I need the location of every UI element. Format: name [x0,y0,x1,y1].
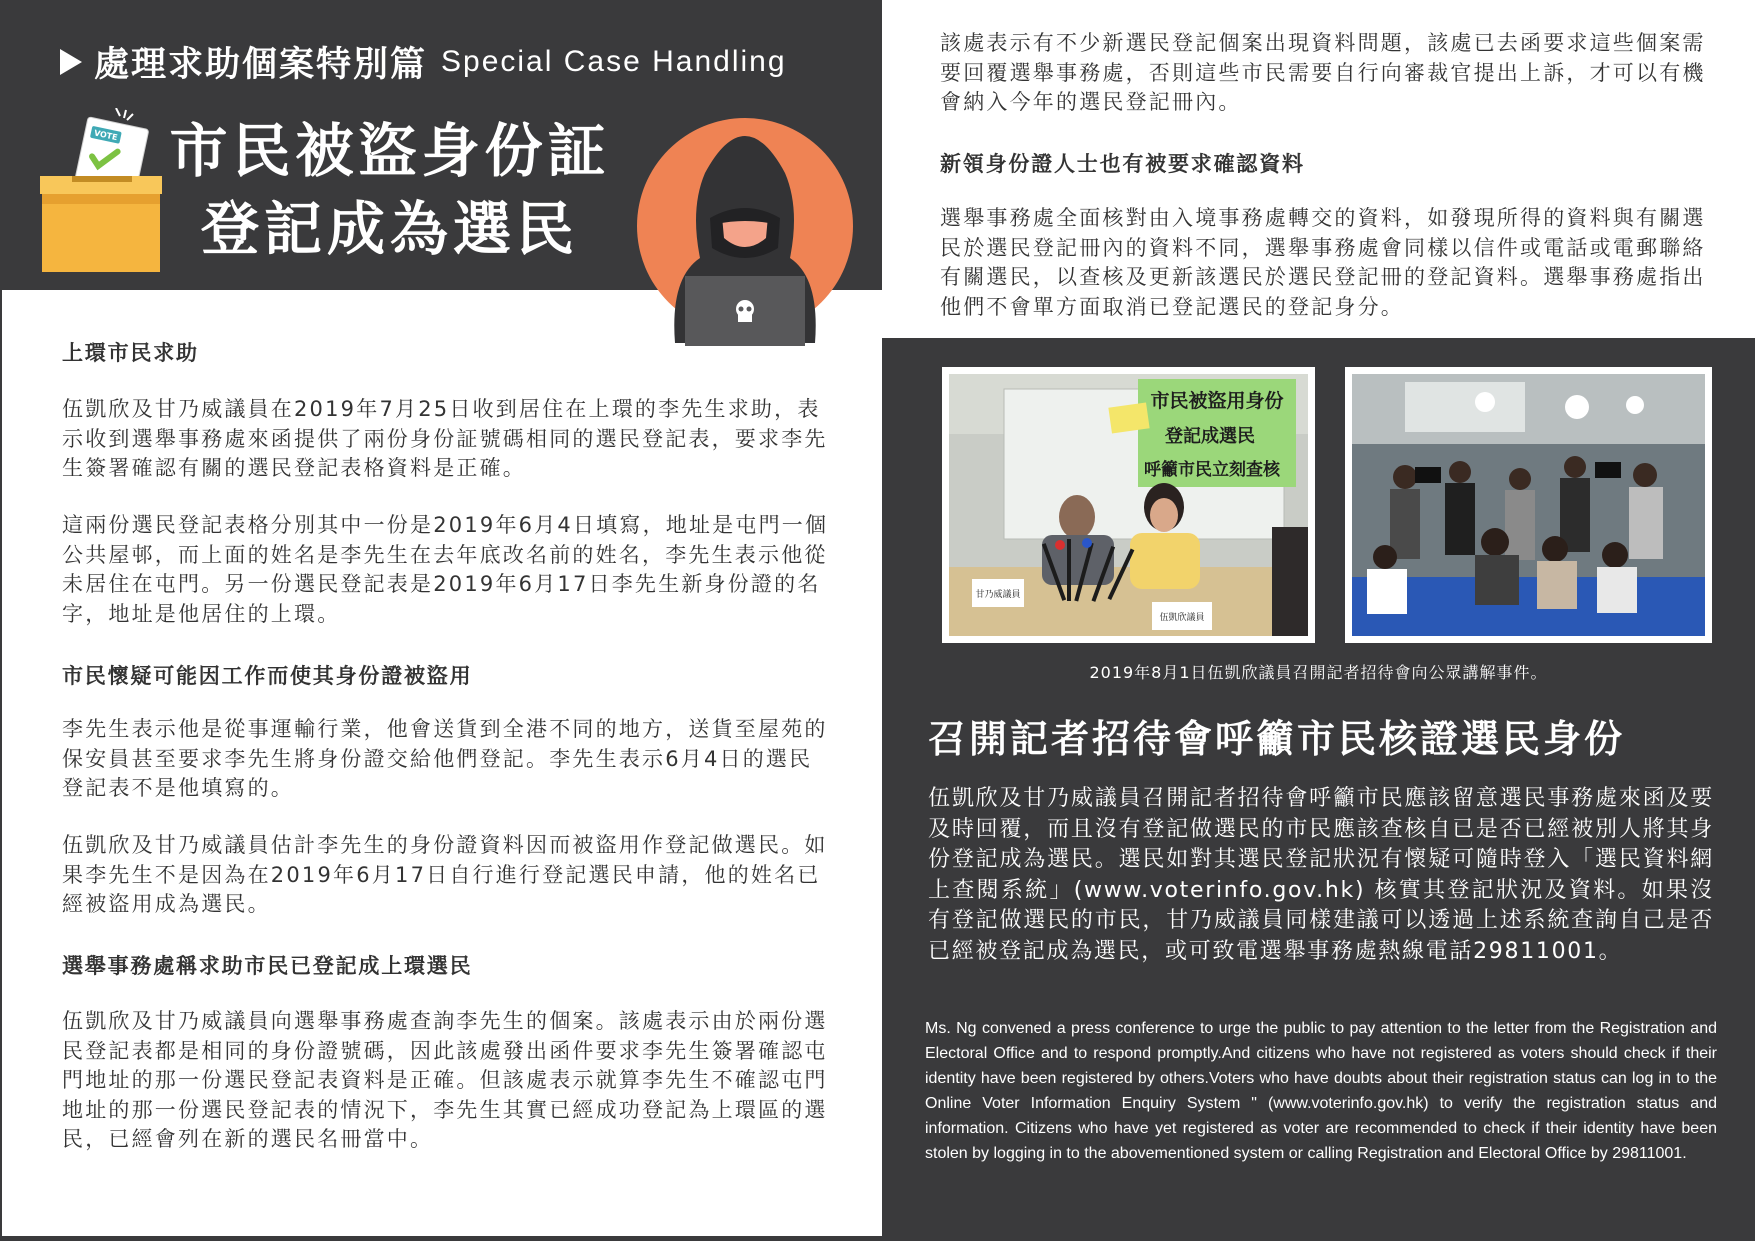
photo-reporters [1345,367,1712,643]
ballot-box-icon [38,108,168,273]
heading-new-id: 新領身份證人士也有被要求確認資料 [940,152,1305,176]
section-title-zh: 處理求助個案特別篇 [94,45,428,85]
heading-request: 上環市民求助 [62,341,199,365]
banner-text-line1: 市民被盜用身份 [1150,390,1284,412]
ballot-vote-label: VOTE [93,128,119,143]
paragraph-enquiry: 伍凱欣及甘乃威議員向選舉事務處查詢李先生的個案。該處表示由於兩份選民登記表都是相同的身份證號碼，因此該處發出函件要求李先生簽署確認屯門地址的那一份選民登記表資料是正確。但該處表示就算李先生不確認屯門地址的那一份選民登記表的情況下，李先生其實已經成功登記為上環區的選民，已經會列在新的選民名冊當中。 [62,1009,828,1151]
section-title [60,42,787,85]
paragraph-stolen-id: 伍凱欣及甘乃威議員估計李先生的身份證資料因而被盜用作登記做選民。如果李先生不是因為在2019年6月17日自行進行登記選民申請，他的姓名已經被盜用成為選民。 [62,833,828,916]
photo-caption: 2019年8月1日伍凱欣議員召開記者招待會向公眾講解事件。 [1089,663,1548,682]
paragraph-request: 伍凱欣及甘乃威議員在2019年7月25日收到居住在上環的李先生求助，表示收到選舉事務處來函提供了兩份身份証號碼相同的選民登記表，要求李先生簽署確認有關的選民登記表格資料是正確。 [62,397,828,480]
nameplate-right: 伍凱欣議員 [1159,613,1205,623]
banner-text-line2: 登記成選民 [1165,426,1255,447]
section-title-en: Special Case Handling [441,45,787,78]
heading-registered: 選舉事務處稱求助市民已登記成上環選民 [62,954,473,978]
banner-text-line3: 呼籲市民立刻查核 [1144,460,1280,480]
press-conference-body: 伍凱欣及甘乃威議員召開記者招待會呼籲市民應該留意選民事務處來函及要及時回覆，而且沒有登記做選民的市民應該查核自已是否已經被別人將其身份登記成為選民。選民如對其選民登記狀況有懷疑可隨時登入「選民資料網上查閱系統」(www.voterinfo.gov.hk) 核實其登記狀況及資料。如果沒有登記做選民的市民，甘乃威議員同樣建議可以透過上述系統查詢自己是否已經被登記成為選民，或可致電選舉事務處熱線電話29811001。 [928,786,1714,964]
heading-suspected-theft: 市民懷疑可能因工作而使其身份證被盜用 [62,664,473,688]
left-border [0,290,2,1241]
paragraph-two-forms: 這兩份選民登記表格分別其中一份是2019年6月4日填寫，地址是屯門一個公共屋邨，而上面的姓名是李先生在去年底改名前的姓名，李先生表示他從未居住在屯門。另一份選民登記表是2019年6月17日李先生新身份證的名字，地址是他居住的上環。 [62,513,829,626]
hacker-illustration [630,118,860,353]
paragraph-verification: 選舉事務處全面核對由入境事務處轉交的資料，如發現所得的資料與有關選民於選民登記冊內的資料不同，選舉事務處會同樣以信件或電話或電郵聯絡有關選民，以查核及更新該選民於選民登記冊的登記資料。選舉事務處指出他們不會單方面取消已登記選民的登記身分。 [940,206,1706,319]
bottom-border [0,1236,882,1241]
nameplate-left: 甘乃威議員 [975,590,1021,600]
page-title-line1: 市民被盜身份証 [169,117,611,185]
english-summary: Ms. Ng convened a press conference to urge the public to pay attention to the letter from the Registration and Electoral Office and to respond promptly.And citizens who have not registered as voters should check if their identity have been registered by others.Voters who have doubts about their registration status can log in to the Online Voter Information Enquiry System " (www.voterinfo.gov.hk) to verify the registration status and information. Citizens who have yet registered as voter are recommended to check if their identity have been stolen by logging in to the abovementioned system or calling Registration and Electoral Office by 29811001. [925,1020,1717,1162]
press-conference-heading: 召開記者招待會呼籲市民核證選民身份 [928,717,1626,761]
paragraph-new-voters: 該處表示有不少新選民登記個案出現資料問題，該處已去函要求這些個案需要回覆選舉事務處，否則這些市民需要自行向審裁官提出上訴，才可以有機會納入今年的選民登記冊內。 [940,31,1706,114]
photo-press-conference [942,367,1315,643]
page-title [160,112,620,268]
paragraph-transport: 李先生表示他是從事運輸行業，他會送貨到全港不同的地方，送貨至屋苑的保安員甚至要求李先生將身份證交給他們登記。李先生表示6月4日的選民登記表不是他填寫的。 [62,717,828,800]
play-triangle-icon [60,49,82,75]
page-title-line2: 登記成為選民 [200,195,579,263]
